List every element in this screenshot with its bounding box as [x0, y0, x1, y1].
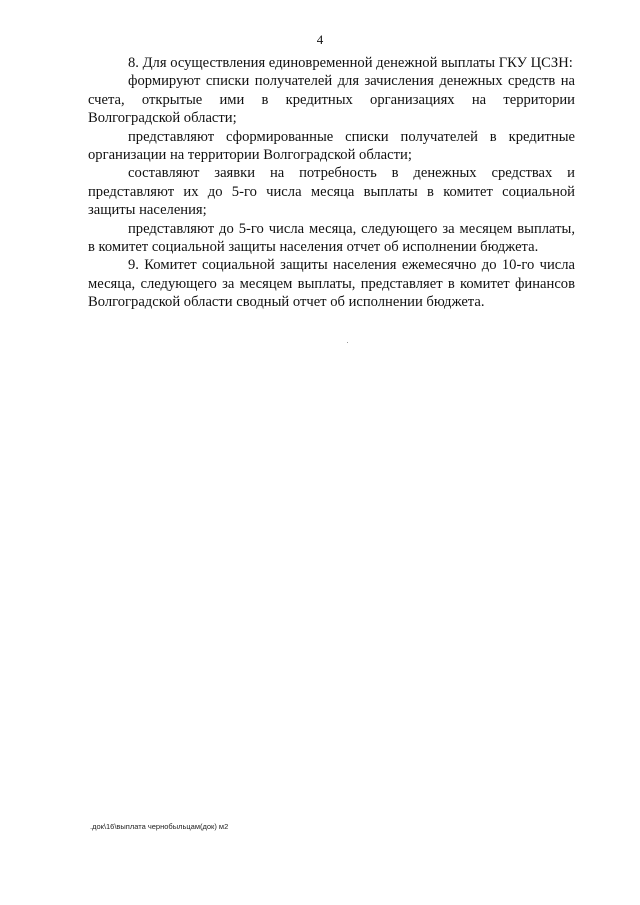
paragraph-item-8: 8. Для осуществления единовременной денежной выплаты ГКУ ЦСЗН:	[128, 55, 573, 71]
paragraph-submit-report: представляют до 5-го числа месяца, следующего за месяцем выплаты, в комитет социальной защиты населения отчет об исполнении бюджета.	[88, 220, 575, 256]
scan-speck	[347, 342, 348, 343]
document-body	[88, 54, 575, 312]
paragraph-form-lists: формируют списки получателей для зачисления денежных средств на счета, открытые ими в кредитных организациях на территории Волгоградской области;	[88, 73, 575, 127]
footer-file-path: .док\16\выплата чернобыльцам(док) м2	[90, 822, 229, 831]
paragraph-compile-requests: составляют заявки на потребность в денежных средствах и представляют их до 5-го числа месяца выплаты в комитет социальной защиты населения;	[88, 165, 575, 219]
page-number: 4	[316, 32, 324, 47]
paragraph-item-9: 9. Комитет социальной защиты населения ежемесячно до 10-го числа месяца, следующего за месяцем выплаты, представляет в комитет финансов Волгоградской области сводный отчет об исполнении бюджета.	[88, 257, 575, 311]
paragraph-submit-lists: представляют сформированные списки получателей в кредитные организации на территории Волгоградской области;	[88, 128, 575, 164]
